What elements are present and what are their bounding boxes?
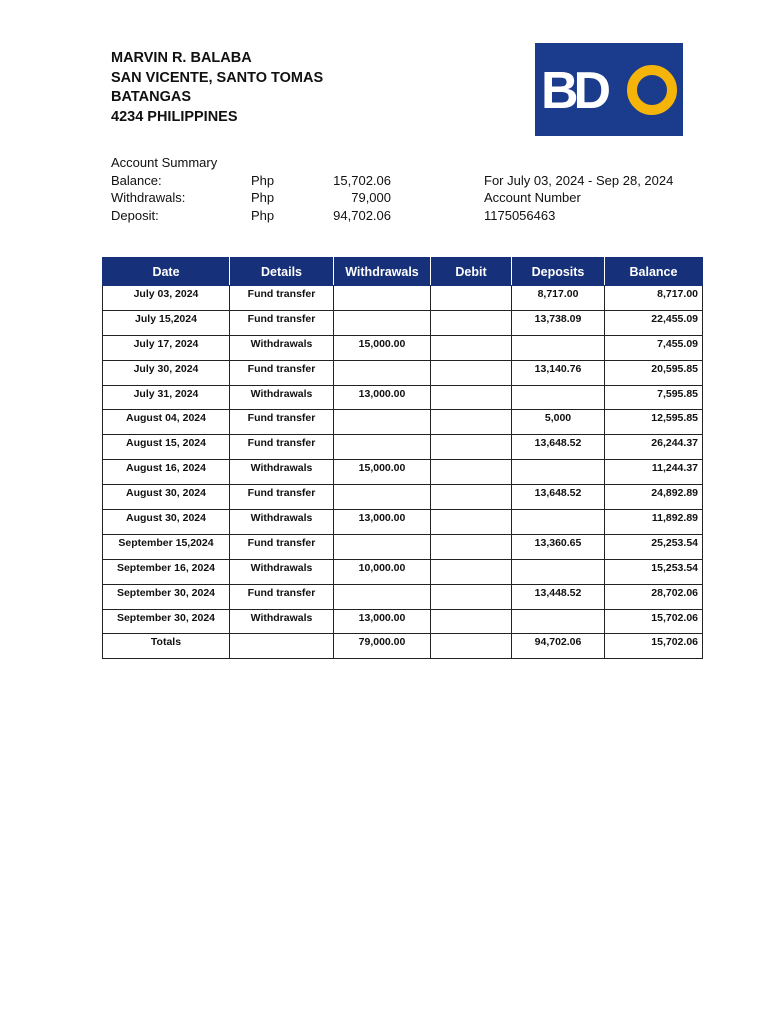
cell-debit xyxy=(431,510,512,535)
cell-withdrawals: 10,000.00 xyxy=(334,559,431,584)
cell-details: Withdrawals xyxy=(230,609,334,634)
bdo-logo-mark xyxy=(535,43,683,136)
cell-debit xyxy=(431,435,512,460)
totals-balance: 15,702.06 xyxy=(605,634,703,659)
cell-deposits: 13,738.09 xyxy=(512,310,605,335)
table-header-row xyxy=(103,258,703,286)
cell-date: September 30, 2024 xyxy=(103,584,230,609)
cell-details: Fund transfer xyxy=(230,360,334,385)
cell-deposits xyxy=(512,510,605,535)
cell-withdrawals xyxy=(334,534,431,559)
cell-balance: 8,717.00 xyxy=(605,286,703,311)
table-row xyxy=(103,534,703,559)
table-row xyxy=(103,385,703,410)
table-row xyxy=(103,485,703,510)
header-deposits: Deposits xyxy=(512,258,605,286)
withdrawals-amount: 79,000 xyxy=(351,190,391,205)
table-row xyxy=(103,559,703,584)
cell-details: Fund transfer xyxy=(230,584,334,609)
cell-balance: 11,892.89 xyxy=(605,510,703,535)
header-date: Date xyxy=(103,258,230,286)
cell-balance: 15,702.06 xyxy=(605,609,703,634)
cell-balance: 26,244.37 xyxy=(605,435,703,460)
account-number-label: Account Number xyxy=(484,190,581,205)
summary-balance-row xyxy=(111,172,701,190)
summary-title-row xyxy=(111,154,701,172)
totals-deposits: 94,702.06 xyxy=(512,634,605,659)
cell-debit xyxy=(431,335,512,360)
balance-currency: Php xyxy=(251,172,275,188)
totals-details xyxy=(230,634,334,659)
cell-balance: 24,892.89 xyxy=(605,485,703,510)
cell-deposits: 8,717.00 xyxy=(512,286,605,311)
cell-details: Withdrawals xyxy=(230,559,334,584)
cell-date: July 03, 2024 xyxy=(103,286,230,311)
customer-address xyxy=(111,49,323,127)
summary-deposit-row xyxy=(111,207,701,225)
cell-balance: 20,595.85 xyxy=(605,360,703,385)
cell-withdrawals xyxy=(334,485,431,510)
cell-withdrawals xyxy=(334,435,431,460)
table-row xyxy=(103,609,703,634)
cell-deposits: 13,140.76 xyxy=(512,360,605,385)
cell-debit xyxy=(431,460,512,485)
cell-debit xyxy=(431,286,512,311)
cell-debit xyxy=(431,584,512,609)
deposit-amount: 94,702.06 xyxy=(333,207,391,223)
cell-details: Withdrawals xyxy=(230,385,334,410)
cell-date: August 30, 2024 xyxy=(103,485,230,510)
withdrawals-label: Withdrawals: xyxy=(111,190,186,205)
cell-date: July 31, 2024 xyxy=(103,385,230,410)
cell-date: July 15,2024 xyxy=(103,310,230,335)
bdo-logo-o xyxy=(632,70,672,110)
cell-withdrawals: 13,000.00 xyxy=(334,609,431,634)
cell-deposits xyxy=(512,385,605,410)
header-balance: Balance xyxy=(605,258,703,286)
bdo-logo-letters: BD xyxy=(541,62,607,120)
cell-date: July 30, 2024 xyxy=(103,360,230,385)
withdrawals-currency: Php xyxy=(251,190,275,205)
cell-deposits: 5,000 xyxy=(512,410,605,435)
cell-date: August 15, 2024 xyxy=(103,435,230,460)
cell-balance: 22,455.09 xyxy=(605,310,703,335)
cell-withdrawals xyxy=(334,310,431,335)
statement-period: For July 03, 2024 - Sep 28, 2024 xyxy=(484,172,674,188)
table-row xyxy=(103,584,703,609)
cell-details: Fund transfer xyxy=(230,485,334,510)
cell-debit xyxy=(431,559,512,584)
header-debit: Debit xyxy=(431,258,512,286)
table-row xyxy=(103,435,703,460)
table-row xyxy=(103,310,703,335)
cell-withdrawals xyxy=(334,360,431,385)
header-withdrawals: Withdrawals xyxy=(334,258,431,286)
cell-date: July 17, 2024 xyxy=(103,335,230,360)
account-summary xyxy=(111,154,701,224)
cell-balance: 28,702.06 xyxy=(605,584,703,609)
summary-withdrawals-row xyxy=(111,189,701,207)
table-row xyxy=(103,410,703,435)
deposit-currency: Php xyxy=(251,207,275,223)
cell-balance: 7,595.85 xyxy=(605,385,703,410)
cell-deposits xyxy=(512,609,605,634)
summary-title: Account Summary xyxy=(111,155,218,170)
cell-details: Withdrawals xyxy=(230,335,334,360)
account-number: 1175056463 xyxy=(484,207,556,223)
address-line-3: 4234 PHILIPPINES xyxy=(111,108,238,125)
cell-details: Fund transfer xyxy=(230,435,334,460)
table-row xyxy=(103,510,703,535)
bdo-logo xyxy=(535,43,683,136)
balance-label: Balance: xyxy=(111,172,162,188)
customer-name: MARVIN R. BALABA xyxy=(111,50,252,66)
cell-deposits: 13,648.52 xyxy=(512,435,605,460)
cell-deposits xyxy=(512,335,605,360)
cell-date: September 15,2024 xyxy=(103,534,230,559)
cell-balance: 7,455.09 xyxy=(605,335,703,360)
totals-row xyxy=(103,634,703,659)
table-row xyxy=(103,360,703,385)
table-row xyxy=(103,335,703,360)
cell-date: August 30, 2024 xyxy=(103,510,230,535)
cell-debit xyxy=(431,385,512,410)
cell-details: Fund transfer xyxy=(230,286,334,311)
cell-withdrawals xyxy=(334,584,431,609)
cell-balance: 25,253.54 xyxy=(605,534,703,559)
cell-date: September 16, 2024 xyxy=(103,559,230,584)
balance-amount: 15,702.06 xyxy=(333,172,391,188)
cell-balance: 11,244.37 xyxy=(605,460,703,485)
cell-withdrawals: 15,000.00 xyxy=(334,460,431,485)
cell-withdrawals: 13,000.00 xyxy=(334,510,431,535)
cell-debit xyxy=(431,360,512,385)
cell-deposits xyxy=(512,460,605,485)
cell-date: August 16, 2024 xyxy=(103,460,230,485)
cell-details: Withdrawals xyxy=(230,460,334,485)
cell-withdrawals: 15,000.00 xyxy=(334,335,431,360)
cell-deposits: 13,448.52 xyxy=(512,584,605,609)
cell-withdrawals xyxy=(334,410,431,435)
cell-debit xyxy=(431,485,512,510)
cell-balance: 15,253.54 xyxy=(605,559,703,584)
cell-details: Fund transfer xyxy=(230,310,334,335)
cell-details: Fund transfer xyxy=(230,534,334,559)
cell-deposits xyxy=(512,559,605,584)
cell-deposits: 13,648.52 xyxy=(512,485,605,510)
transactions-table xyxy=(102,257,703,659)
cell-debit xyxy=(431,410,512,435)
header-details: Details xyxy=(230,258,334,286)
cell-date: September 30, 2024 xyxy=(103,609,230,634)
address-line-2: BATANGAS xyxy=(111,89,192,105)
totals-debit xyxy=(431,634,512,659)
cell-debit xyxy=(431,609,512,634)
cell-withdrawals xyxy=(334,286,431,311)
cell-debit xyxy=(431,310,512,335)
cell-balance: 12,595.85 xyxy=(605,410,703,435)
cell-details: Fund transfer xyxy=(230,410,334,435)
address-line-1: SAN VICENTE, SANTO TOMAS xyxy=(111,69,324,86)
deposit-label: Deposit: xyxy=(111,207,159,223)
cell-withdrawals: 13,000.00 xyxy=(334,385,431,410)
cell-details: Withdrawals xyxy=(230,510,334,535)
cell-deposits: 13,360.65 xyxy=(512,534,605,559)
cell-date: August 04, 2024 xyxy=(103,410,230,435)
totals-label: Totals xyxy=(103,634,230,659)
totals-withdrawals: 79,000.00 xyxy=(334,634,431,659)
table-row xyxy=(103,286,703,311)
cell-debit xyxy=(431,534,512,559)
table-row xyxy=(103,460,703,485)
